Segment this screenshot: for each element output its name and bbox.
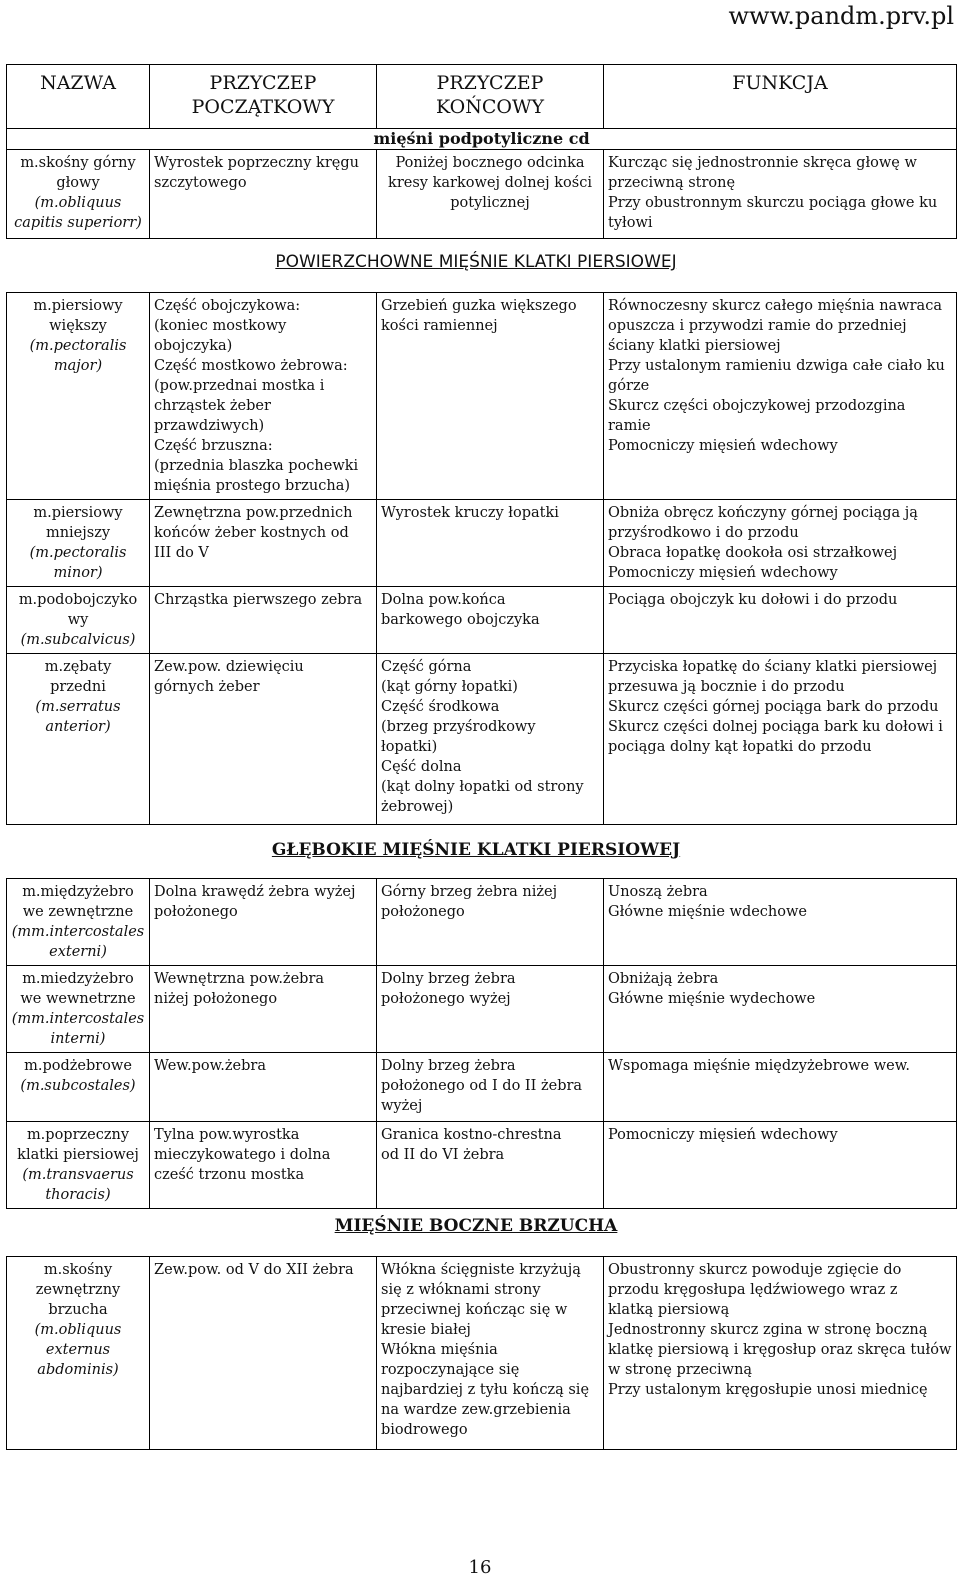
insertion-line: przeciwnej kończąc się w <box>381 1302 568 1318</box>
col-header-insertion-line: KOŃCOWY <box>435 96 545 118</box>
name-line: m.podobojczyko <box>18 592 138 608</box>
function-line: Skurcz części obojczykowej przodozgina ramie <box>608 398 906 434</box>
function-line: Pomocniczy mięsień wdechowy <box>608 438 838 454</box>
name-line: zewnętrzny <box>35 1282 121 1298</box>
latin-name-line: major) <box>53 358 103 374</box>
table-row <box>7 1122 957 1209</box>
latin-name-line: anterior) <box>45 719 111 735</box>
origin-line: mięśnia prostego brzucha) <box>154 478 351 494</box>
function-cell <box>604 654 957 825</box>
origin-cell <box>150 879 377 966</box>
section-title: mięśni podpotyliczne cd <box>7 129 957 150</box>
function-cell <box>604 1257 957 1450</box>
section-table <box>6 878 957 1209</box>
origin-line: położonego <box>154 904 238 920</box>
function-line: Obustronny skurcz powoduje zgięcie do <box>608 1262 902 1278</box>
origin-line: Zewnętrzna pow.przednich <box>154 505 353 521</box>
origin-line: Wew.pow.żebra <box>154 1058 266 1074</box>
insertion-line: kresy karkowej dolnej kości <box>388 175 592 191</box>
function-line: opuszcza i przywodzi ramie do przedniej <box>608 318 907 334</box>
origin-line: Wewnętrzna pow.żebra <box>154 971 325 987</box>
name-line: m.podżebrowe <box>24 1058 132 1074</box>
insertion-line: Dolna pow.końca <box>381 592 506 608</box>
function-line: Obniża obręcz kończyny górnej pociąga ją <box>608 505 918 521</box>
function-cell <box>604 966 957 1053</box>
function-line: Obniżają żebra <box>608 971 719 987</box>
name-line: m.międzyżebro <box>22 884 134 900</box>
insertion-cell <box>377 587 604 654</box>
insertion-line: rozpoczynające się <box>381 1362 520 1378</box>
table-row <box>7 500 957 587</box>
name-line: m.piersiowy <box>33 298 123 314</box>
origin-cell <box>150 654 377 825</box>
insertion-line: Górny brzeg żebra niżej <box>381 884 558 900</box>
function-line: tyłowi <box>608 215 653 231</box>
insertion-cell <box>377 654 604 825</box>
latin-name-line: externus <box>45 1342 111 1358</box>
insertion-line: (kąt górny łopatki) <box>381 679 518 695</box>
name-line: we wewnetrzne <box>20 991 136 1007</box>
origin-line: Zew.pow. od V do XII żebra <box>154 1262 354 1278</box>
insertion-line: barkowego obojczyka <box>381 612 540 628</box>
insertion-line: kresie białej <box>381 1322 471 1338</box>
insertion-cell <box>377 879 604 966</box>
function-line: Skurcz części dolnej pociąga bark ku dołowi i <box>608 719 943 735</box>
muscle-name <box>7 1053 150 1122</box>
insertion-line: Część środkowa <box>381 699 500 715</box>
origin-line: obojczyka) <box>154 338 233 354</box>
origin-line: niżej położonego <box>154 991 278 1007</box>
insertion-cell <box>377 1122 604 1209</box>
section-table <box>6 292 957 825</box>
origin-line: przawdziwych) <box>154 418 265 434</box>
name-line: przedni <box>50 679 106 695</box>
insertion-line: Grzebień guzka większego <box>381 298 577 314</box>
origin-cell <box>150 500 377 587</box>
table-row <box>7 1257 957 1450</box>
latin-name-line: (m.subcostales) <box>20 1078 136 1094</box>
section-title: GŁĘBOKIE MIĘŚNIE KLATKI PIERSIOWEJ <box>271 840 681 860</box>
function-line: w stronę przeciwną <box>608 1362 753 1378</box>
origin-line: (przednia blaszka pochewki <box>154 458 359 474</box>
col-header-insertion-line: PRZYCZEP <box>436 72 544 94</box>
name-line: m.skośny <box>43 1262 113 1278</box>
insertion-cell <box>377 1257 604 1450</box>
name-line: m.piersiowy <box>33 505 123 521</box>
origin-cell <box>150 1257 377 1450</box>
origin-cell <box>150 293 377 500</box>
function-line: Przy ustalonym kręgosłupie unosi miednicę <box>608 1382 928 1398</box>
muscle-name <box>7 966 150 1053</box>
name-line: klatki piersiowej <box>17 1147 139 1163</box>
insertion-line: położonego wyżej <box>381 991 511 1007</box>
name-line: brzucha <box>48 1302 108 1318</box>
insertion-line: położonego <box>381 904 465 920</box>
insertion-line: na wardze zew.grzebienia <box>381 1402 571 1418</box>
function-cell <box>604 1053 957 1122</box>
origin-line: cześć trzonu mostka <box>154 1167 305 1183</box>
origin-line: (koniec mostkowy <box>154 318 287 334</box>
function-line: ściany klatki piersiowej <box>608 338 781 354</box>
origin-line: szczytowego <box>154 175 247 191</box>
origin-line: mieczykowatego i dolna <box>154 1147 331 1163</box>
origin-cell <box>150 1053 377 1122</box>
insertion-line: Dolny brzeg żebra <box>381 971 516 987</box>
table-row <box>7 293 957 500</box>
muscle-name <box>7 654 150 825</box>
latin-name-line: (m.subcalvicus) <box>20 632 136 648</box>
function-cell <box>604 879 957 966</box>
muscle-name <box>7 150 150 239</box>
muscle-name <box>7 1122 150 1209</box>
origin-line: (pow.przednai mostka i <box>154 378 325 394</box>
function-cell <box>604 587 957 654</box>
insertion-line: Wyrostek kruczy łopatki <box>381 505 559 521</box>
col-header-insertion <box>377 65 604 129</box>
latin-name-line: abdominis) <box>37 1362 119 1378</box>
function-line: Obraca łopatkę dookoła osi strzałkowej <box>608 545 898 561</box>
latin-name-line: capitis superiorr) <box>14 215 142 231</box>
muscle-name <box>7 879 150 966</box>
function-line: Przyciska łopatkę do ściany klatki piersiowej <box>608 659 938 675</box>
function-line: Główne mięśnie wydechowe <box>608 991 816 1007</box>
name-line: mniejszy <box>45 525 111 541</box>
function-line: Jednostronny skurcz zgina w stronę boczną <box>608 1322 928 1338</box>
muscle-name <box>7 587 150 654</box>
function-line: Równoczesny skurcz całego mięśnia nawraca <box>608 298 942 314</box>
latin-name-line: thoracis) <box>45 1187 111 1203</box>
column-header-row <box>7 65 957 129</box>
insertion-cell <box>377 293 604 500</box>
function-line: Pociąga obojczyk ku dołowi i do przodu <box>608 592 898 608</box>
origin-line: górnych żeber <box>154 679 260 695</box>
origin-line: Dolna krawędź żebra wyżej <box>154 884 356 900</box>
section-table <box>6 1256 957 1450</box>
insertion-cell <box>377 1053 604 1122</box>
col-header-function: FUNKCJA <box>604 65 957 129</box>
table-row <box>7 150 957 239</box>
insertion-line: od II do VI żebra <box>381 1147 505 1163</box>
name-line: m.skośny górny <box>20 155 136 171</box>
function-line: Wspomaga mięśnie międzyżebrowe wew. <box>608 1058 911 1074</box>
latin-name-line: (mm.intercostales <box>11 1011 145 1027</box>
table-row <box>7 587 957 654</box>
name-line: m.zębaty <box>44 659 112 675</box>
function-cell <box>604 293 957 500</box>
function-cell <box>604 500 957 587</box>
insertion-line: Część górna <box>381 659 472 675</box>
page-number: 16 <box>468 1557 492 1578</box>
origin-cell <box>150 587 377 654</box>
origin-line: Wyrostek poprzeczny kręgu <box>154 155 359 171</box>
insertion-line: łopatki) <box>381 739 438 755</box>
origin-cell <box>150 150 377 239</box>
latin-name-line: (m.obliquus <box>34 195 122 211</box>
insertion-line: (brzeg przyśrodkowy <box>381 719 536 735</box>
name-line: większy <box>49 318 107 334</box>
origin-cell <box>150 1122 377 1209</box>
table-row <box>7 654 957 825</box>
section-title: MIĘŚNIE BOCZNE BRZUCHA <box>334 1216 618 1236</box>
name-line: głowy <box>56 175 100 191</box>
muscle-name <box>7 1257 150 1450</box>
function-line: Pomocniczy mięsień wdechowy <box>608 565 838 581</box>
latin-name-line: (m.obliquus <box>34 1322 122 1338</box>
function-line: Unoszą żebra <box>608 884 708 900</box>
website-url: www.pandm.prv.pl <box>728 2 954 30</box>
table-row <box>7 879 957 966</box>
function-line: klatką piersiową <box>608 1302 730 1318</box>
insertion-line: biodrowego <box>381 1422 468 1438</box>
latin-name-line: (m.transvaerus <box>22 1167 134 1183</box>
insertion-line: potylicznej <box>450 195 530 211</box>
latin-name-line: (mm.intercostales <box>11 924 145 940</box>
col-header-origin-line: PRZYCZEP <box>209 72 317 94</box>
name-line: m.miedzyżebro <box>22 971 134 987</box>
insertion-line: żebrowej) <box>381 799 454 815</box>
insertion-line: kości ramiennej <box>381 318 498 334</box>
insertion-line: się z włóknami strony <box>381 1282 541 1298</box>
insertion-line: najbardziej z tyłu kończą się <box>381 1382 590 1398</box>
origin-line: Zew.pow. dziewięciu <box>154 659 304 675</box>
function-line: Kurcząc się jednostronnie skręca głowę w <box>608 155 917 171</box>
origin-line: Tylna pow.wyrostka <box>154 1127 300 1143</box>
origin-line: chrząstek żeber <box>154 398 271 414</box>
name-line: wy <box>67 612 89 628</box>
insertion-line: Dolny brzeg żebra <box>381 1058 516 1074</box>
function-line: pociąga dolny kąt łopatki do przodu <box>608 739 872 755</box>
insertion-line: wyżej <box>381 1098 423 1114</box>
function-line: Skurcz części górnej pociąga bark do przodu <box>608 699 939 715</box>
function-line: Główne mięśnie wdechowe <box>608 904 807 920</box>
latin-name-line: interni) <box>50 1031 106 1047</box>
latin-name-line: (m.pectoralis <box>29 338 127 354</box>
latin-name-line: externi) <box>49 944 107 960</box>
function-line: Przy ustalonym ramieniu dzwiga całe ciało ku <box>608 358 945 374</box>
name-line: we zewnętrzne <box>22 904 134 920</box>
origin-cell <box>150 966 377 1053</box>
insertion-line: Włókna ścięgniste krzyżują <box>381 1262 581 1278</box>
function-line: Przy obustronnym skurczu pociąga głowe ku <box>608 195 938 211</box>
origin-line: Część mostkowo żebrowa: <box>154 358 348 374</box>
function-line: przyśrodkowo i do przodu <box>608 525 799 541</box>
insertion-line: Poniżej bocznego odcinka <box>395 155 585 171</box>
origin-line: Część obojczykowa: <box>154 298 301 314</box>
latin-name-line: (m.pectoralis <box>29 545 127 561</box>
table-row <box>7 1053 957 1122</box>
insertion-cell <box>377 150 604 239</box>
col-header-origin-line: POCZĄTKOWY <box>191 96 335 118</box>
muscle-name <box>7 500 150 587</box>
origin-line: Chrząstka pierwszego zebra <box>154 592 363 608</box>
col-header-name: NAZWA <box>7 65 150 129</box>
insertion-cell <box>377 966 604 1053</box>
function-line: przeciwną stronę <box>608 175 736 191</box>
insertion-line: położonego od I do II żebra <box>381 1078 583 1094</box>
insertion-cell <box>377 500 604 587</box>
function-cell <box>604 1122 957 1209</box>
section-title: POWIERZCHOWNE MIĘŚNIE KLATKI PIERSIOWEJ <box>275 252 677 272</box>
header-table <box>6 64 957 239</box>
function-cell <box>604 150 957 239</box>
function-line: klatkę piersiową i kręgosłup oraz skręca tułów <box>608 1342 952 1358</box>
origin-line: III do V <box>154 545 209 561</box>
latin-name-line: minor) <box>53 565 103 581</box>
insertion-line: (kąt dolny łopatki od strony <box>381 779 584 795</box>
col-header-origin <box>150 65 377 129</box>
function-line: przesuwa ją bocznie i do przodu <box>608 679 845 695</box>
latin-name-line: (m.serratus <box>35 699 121 715</box>
insertion-line: Włókna mięśnia <box>381 1342 498 1358</box>
muscle-name <box>7 293 150 500</box>
insertion-line: Cęść dolna <box>381 759 462 775</box>
table-row <box>7 966 957 1053</box>
origin-line: końców żeber kostnych od <box>154 525 349 541</box>
insertion-line: Granica kostno-chrestna <box>381 1127 562 1143</box>
function-line: górze <box>608 378 650 394</box>
origin-line: Część brzuszna: <box>154 438 273 454</box>
function-line: przodu kręgosłupa lędźwiowego wraz z <box>608 1282 898 1298</box>
function-line: Pomocniczy mięsień wdechowy <box>608 1127 838 1143</box>
name-line: m.poprzeczny <box>26 1127 130 1143</box>
